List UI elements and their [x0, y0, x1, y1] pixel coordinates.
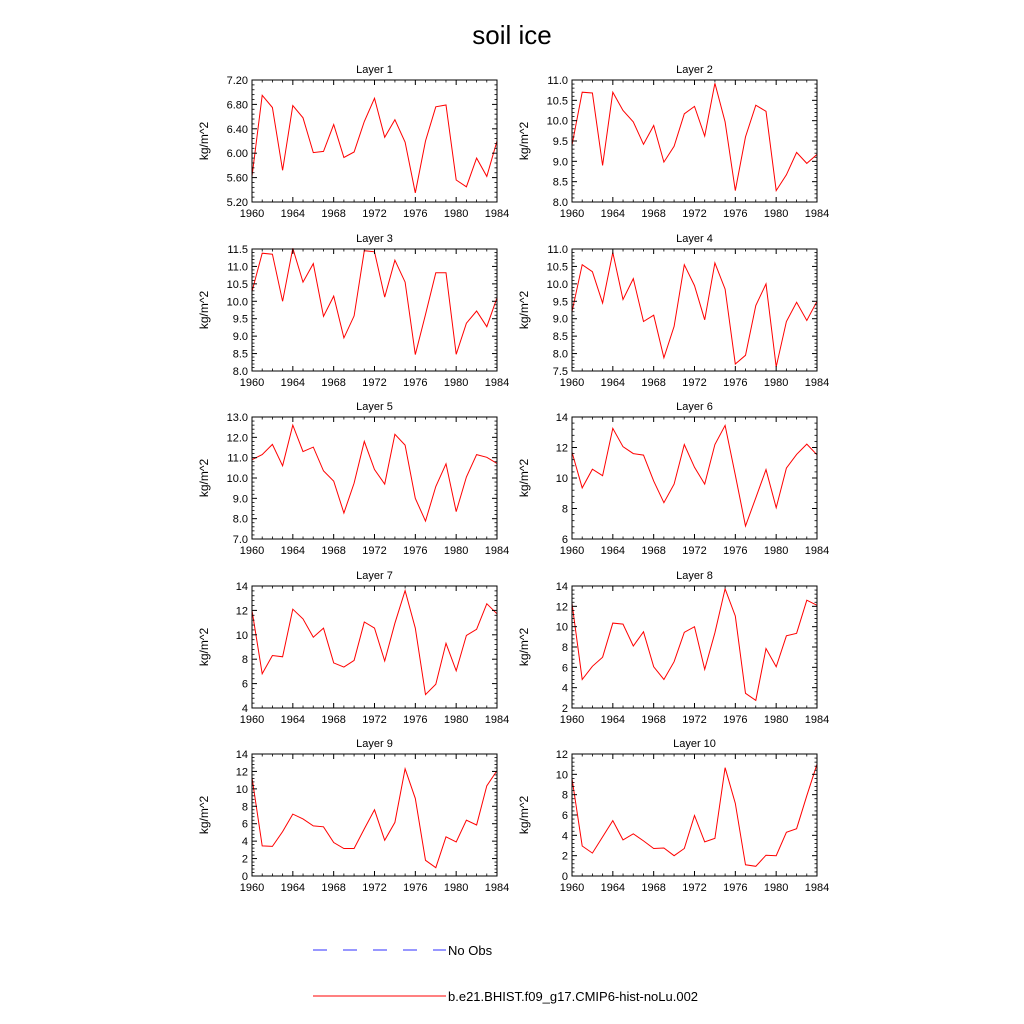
x-tick-label: 1972 [362, 714, 387, 726]
x-tick-label: 1972 [682, 882, 707, 894]
x-tick-label: 1984 [804, 714, 830, 726]
y-tick-label: 10.0 [546, 115, 568, 128]
series-line-0 [572, 425, 817, 526]
panel-layer-8 [517, 570, 829, 726]
panel-layer-3 [197, 233, 509, 389]
y-axis-label: kg/m^2 [517, 458, 531, 498]
panel-title: Layer 6 [676, 401, 713, 413]
y-tick-label: 9.0 [552, 156, 568, 169]
x-tick-label: 1976 [403, 208, 428, 220]
y-tick-label: 9.5 [552, 296, 568, 309]
y-tick-label: 12 [235, 766, 248, 779]
x-tick-label: 1972 [362, 377, 387, 389]
legend-model-label: b.e21.BHIST.f09_g17.CMIP6-hist-noLu.002 [448, 989, 699, 1004]
y-tick-label: 5.60 [226, 172, 248, 185]
y-tick-label: 2 [561, 850, 568, 863]
x-tick-label: 1960 [239, 208, 265, 220]
y-axis-label: kg/m^2 [197, 627, 211, 667]
x-tick-label: 1968 [321, 208, 346, 220]
y-tick-label: 6 [241, 678, 248, 691]
y-tick-label: 6 [241, 818, 248, 831]
y-tick-label: 8.0 [552, 197, 568, 209]
x-tick-label: 1980 [763, 882, 789, 894]
plot-frame [572, 417, 817, 539]
y-tick-label: 11.5 [227, 244, 248, 256]
x-tick-label: 1964 [600, 377, 626, 389]
y-tick-label: 8 [241, 801, 248, 814]
y-tick-label: 11.0 [547, 244, 568, 256]
y-tick-label: 2 [241, 853, 248, 866]
x-tick-label: 1984 [484, 714, 510, 726]
series-line-0 [572, 764, 817, 866]
x-tick-label: 1972 [682, 377, 707, 389]
y-tick-label: 14 [235, 749, 248, 761]
panel-title: Layer 9 [356, 738, 393, 750]
y-tick-label: 9.0 [232, 493, 248, 506]
y-tick-label: 12 [235, 605, 248, 618]
x-tick-label: 1984 [484, 208, 510, 220]
x-tick-label: 1972 [362, 882, 387, 894]
x-tick-label: 1980 [443, 882, 469, 894]
y-axis-label: kg/m^2 [517, 627, 531, 667]
x-tick-label: 1960 [239, 882, 265, 894]
y-tick-label: 11.0 [547, 75, 568, 87]
y-axis-label: kg/m^2 [517, 121, 531, 161]
y-tick-label: 10 [555, 473, 568, 485]
x-tick-label: 1968 [321, 377, 346, 389]
x-tick-label: 1976 [723, 208, 748, 220]
y-axis-label: kg/m^2 [517, 795, 531, 835]
x-tick-label: 1964 [280, 882, 306, 894]
y-tick-label: 9.5 [232, 313, 248, 326]
x-tick-label: 1960 [239, 714, 265, 726]
panel-layer-5 [197, 401, 509, 557]
y-tick-label: 14 [555, 412, 568, 424]
x-tick-label: 1980 [443, 545, 469, 557]
y-tick-label: 8 [561, 789, 568, 802]
y-tick-label: 7.0 [232, 534, 248, 546]
x-tick-label: 1960 [559, 882, 585, 894]
y-tick-label: 6 [561, 534, 568, 546]
x-tick-label: 1960 [559, 545, 585, 557]
y-axis-label: kg/m^2 [197, 121, 211, 161]
x-tick-label: 1984 [804, 545, 830, 557]
x-tick-label: 1968 [321, 882, 346, 894]
panel-layer-4 [517, 233, 829, 389]
panel-title: Layer 2 [676, 64, 713, 76]
x-tick-label: 1976 [723, 545, 748, 557]
series-line-0 [572, 253, 817, 367]
x-tick-label: 1984 [804, 377, 830, 389]
y-tick-label: 8 [561, 642, 568, 654]
y-tick-label: 8.0 [232, 513, 248, 526]
x-tick-label: 1976 [723, 714, 748, 726]
panel-layer-6 [517, 401, 829, 557]
y-tick-label: 9.5 [552, 136, 568, 148]
x-tick-label: 1964 [280, 208, 306, 220]
x-tick-label: 1972 [682, 714, 707, 726]
y-tick-label: 9.0 [552, 313, 568, 326]
x-tick-label: 1968 [641, 377, 666, 389]
y-tick-label: 14 [235, 581, 248, 593]
panel-layer-9 [197, 738, 509, 894]
y-tick-label: 8 [241, 654, 248, 667]
x-tick-label: 1960 [559, 208, 585, 220]
y-tick-label: 4 [241, 703, 248, 715]
series-line-0 [572, 589, 817, 701]
y-tick-label: 12 [555, 442, 568, 455]
x-tick-label: 1976 [403, 714, 428, 726]
x-tick-label: 1968 [641, 545, 666, 557]
x-tick-label: 1984 [484, 882, 510, 894]
x-tick-label: 1976 [723, 882, 748, 894]
y-tick-label: 6.40 [226, 123, 248, 136]
panel-title: Layer 3 [356, 233, 393, 245]
y-tick-label: 4 [561, 830, 568, 843]
series-line-0 [252, 769, 497, 868]
x-tick-label: 1964 [600, 545, 626, 557]
panel-title: Layer 8 [676, 570, 713, 582]
y-tick-label: 7.5 [552, 366, 568, 378]
x-tick-label: 1980 [763, 545, 789, 557]
y-tick-label: 12 [555, 749, 568, 761]
y-tick-label: 8.0 [552, 348, 568, 361]
y-tick-label: 10 [235, 629, 248, 642]
y-tick-label: 12 [555, 601, 568, 614]
x-tick-label: 1964 [280, 545, 306, 557]
x-tick-label: 1964 [280, 714, 306, 726]
x-tick-label: 1972 [682, 545, 707, 557]
panel-layer-7 [197, 570, 509, 726]
y-axis-label: kg/m^2 [197, 795, 211, 835]
x-tick-label: 1976 [723, 377, 748, 389]
y-tick-label: 10.5 [546, 261, 568, 274]
x-tick-label: 1964 [600, 714, 626, 726]
figure-title: soil ice [472, 20, 552, 50]
x-tick-label: 1980 [443, 714, 469, 726]
series-line-0 [252, 95, 497, 193]
y-tick-label: 6 [561, 662, 568, 675]
y-tick-label: 6 [561, 810, 568, 822]
x-tick-label: 1960 [559, 714, 585, 726]
x-tick-label: 1960 [239, 545, 265, 557]
panel-layer-10 [517, 738, 829, 894]
panel-title: Layer 5 [356, 401, 393, 413]
y-tick-label: 12.0 [226, 432, 248, 445]
y-tick-label: 10.0 [226, 473, 248, 485]
plot-frame [572, 249, 817, 371]
y-tick-label: 2 [561, 703, 568, 715]
x-tick-label: 1980 [443, 208, 469, 220]
panel-title: Layer 1 [356, 64, 393, 76]
x-tick-label: 1972 [362, 208, 387, 220]
x-tick-label: 1984 [484, 377, 510, 389]
x-tick-label: 1972 [362, 545, 387, 557]
panels-grid [197, 64, 829, 894]
plot-frame [572, 586, 817, 708]
y-tick-label: 8.5 [552, 176, 568, 189]
x-tick-label: 1976 [403, 377, 428, 389]
y-axis-label: kg/m^2 [197, 458, 211, 498]
y-tick-label: 10 [235, 783, 248, 796]
plot-frame [252, 417, 497, 539]
x-tick-label: 1964 [600, 208, 626, 220]
x-tick-label: 1964 [280, 377, 306, 389]
x-tick-label: 1972 [682, 208, 707, 220]
y-tick-label: 10.5 [226, 278, 248, 291]
y-tick-label: 11.0 [227, 452, 248, 465]
x-tick-label: 1976 [403, 882, 428, 894]
x-tick-label: 1976 [403, 545, 428, 557]
plot-frame [252, 754, 497, 876]
y-tick-label: 13.0 [226, 412, 248, 424]
x-tick-label: 1980 [763, 377, 789, 389]
x-tick-label: 1984 [804, 208, 830, 220]
y-tick-label: 8 [561, 503, 568, 516]
x-tick-label: 1968 [321, 545, 346, 557]
y-tick-label: 10.0 [546, 278, 568, 291]
series-line-0 [252, 425, 497, 521]
x-tick-label: 1968 [641, 714, 666, 726]
y-tick-label: 14 [555, 581, 568, 593]
y-tick-label: 10.5 [546, 95, 568, 108]
panel-layer-1 [197, 64, 509, 220]
y-tick-label: 10 [555, 769, 568, 782]
y-tick-label: 9.0 [232, 331, 248, 344]
panel-title: Layer 7 [356, 570, 393, 582]
x-tick-label: 1980 [443, 377, 469, 389]
panel-title: Layer 4 [676, 233, 713, 245]
legend-no-obs-label: No Obs [448, 943, 493, 958]
y-tick-label: 7.20 [226, 75, 248, 87]
x-tick-label: 1968 [641, 208, 666, 220]
y-tick-label: 8.5 [232, 348, 248, 361]
x-tick-label: 1968 [321, 714, 346, 726]
x-tick-label: 1960 [239, 377, 265, 389]
x-tick-label: 1980 [763, 714, 789, 726]
y-tick-label: 6.00 [226, 148, 248, 161]
y-tick-label: 10 [555, 621, 568, 634]
y-tick-label: 4 [241, 836, 248, 849]
x-tick-label: 1968 [641, 882, 666, 894]
y-axis-label: kg/m^2 [197, 290, 211, 330]
series-line-0 [572, 83, 817, 190]
x-tick-label: 1960 [559, 377, 585, 389]
x-tick-label: 1984 [804, 882, 830, 894]
y-tick-label: 11.0 [227, 261, 248, 274]
series-line-0 [252, 591, 497, 695]
legend [313, 943, 698, 1004]
x-tick-label: 1964 [600, 882, 626, 894]
y-tick-label: 8.5 [552, 331, 568, 344]
y-tick-label: 5.20 [226, 197, 248, 209]
y-tick-label: 0 [241, 871, 248, 883]
x-tick-label: 1980 [763, 208, 789, 220]
y-tick-label: 8.0 [232, 366, 248, 378]
y-axis-label: kg/m^2 [517, 290, 531, 330]
x-tick-label: 1984 [484, 545, 510, 557]
y-tick-label: 4 [561, 682, 568, 695]
series-line-0 [252, 248, 497, 354]
panel-title: Layer 10 [673, 738, 716, 750]
y-tick-label: 0 [561, 871, 568, 883]
panel-layer-2 [517, 64, 829, 220]
y-tick-label: 10.0 [226, 296, 248, 309]
y-tick-label: 6.80 [226, 99, 248, 112]
plot-frame [252, 586, 497, 708]
